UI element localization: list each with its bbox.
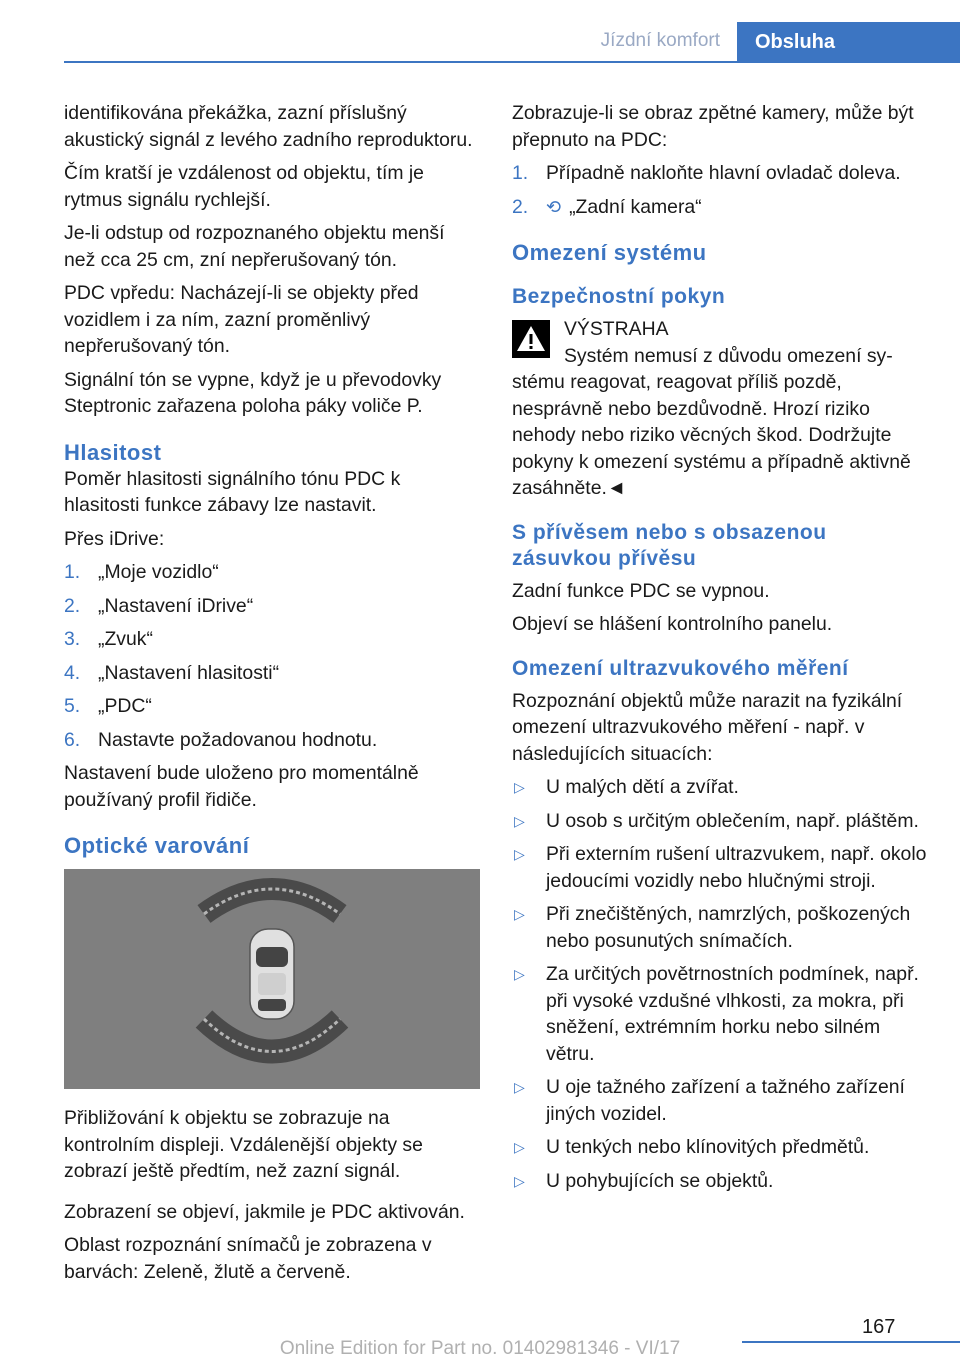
heading-system-limits: Omezení systému: [512, 240, 707, 265]
list-item: [64, 693, 478, 720]
paragraph: Signální tón se vypne, když je u převodovky Steptronic zařazena poloha páky voliče P.: [64, 368, 442, 417]
list-item: [64, 626, 478, 653]
list-item: [64, 660, 478, 687]
paragraph: Zadní funkce PDC se vypnou.: [512, 579, 770, 602]
step-number: 1.: [512, 162, 529, 184]
heading-optical: Optické varování: [64, 833, 250, 858]
paragraph: Čím kratší je vzdálenost od objektu, tím je rytmus signálu rychlejší.: [64, 162, 424, 211]
paragraph: Oblast rozpoznání snímačů je zobrazena v barvách: Zeleně, žlutě a červeně.: [64, 1234, 432, 1283]
paragraph: Poměr hlasitosti signálního tónu PDC k hlasitosti funkce zábavy lze nastavit.: [64, 467, 401, 516]
list-item: [512, 808, 932, 835]
footer-edition: Online Edition for Part no. 01402981346 - VI/17: [279, 1338, 681, 1359]
list-item: [512, 1074, 932, 1127]
list-item: [512, 961, 932, 1067]
paragraph: Objeví se hlášení kontrolního panelu.: [512, 613, 833, 635]
triangle-right-icon: ▷: [514, 906, 525, 922]
list-item: [512, 1168, 932, 1195]
right-column: [512, 100, 932, 1201]
paragraph: Je-li odstup od rozpoznaného objektu menší než cca 25 cm, zní nepřerušovaný tón.: [64, 222, 445, 271]
warning-first-line: Systém nemusí z důvodu omezení sy-: [564, 344, 893, 367]
heading-volume: Hlasitost: [64, 439, 162, 465]
step-number: 3.: [64, 628, 81, 650]
step-text: „Zadní kamera“: [569, 195, 702, 218]
step-text: „Moje vozidlo“: [98, 561, 219, 583]
bullet-text: U malých dětí a zvířat.: [546, 776, 739, 798]
limitation-list: [512, 774, 932, 1194]
list-item: [512, 841, 932, 894]
triangle-right-icon: ▷: [514, 1172, 525, 1189]
step-text: „Zvuk“: [98, 628, 153, 650]
bullet-text: U tenkých nebo klínovitých předmětů.: [546, 1136, 870, 1158]
step-number: 6.: [64, 728, 81, 751]
bullet-text: U oje tažného zařízení a tažného zařízení jiných vozidel.: [546, 1076, 905, 1125]
step-text: „PDC“: [98, 695, 152, 717]
page-header: [0, 0, 960, 62]
warning-text: stému reagovat, reagovat příliš pozdě, nesprávně nebo bezdůvodně. Hrozí riziko nehody nebo riziko věcných škod. Dodržujte pokyny k omezení systému a případně aktivně zasáhněte.◄: [512, 371, 911, 499]
triangle-right-icon: ▷: [514, 812, 525, 829]
warning-triangle-icon: [512, 320, 550, 358]
figure-caption: Přibližování k objektu se zobrazuje na kontrolním displeji. Vzdálenější objekty se zobrazí ještě předtím, než zazní signál.: [64, 1107, 423, 1182]
step-text: „Nastavení hlasitosti“: [98, 661, 280, 684]
list-item: [512, 1134, 932, 1161]
list-item: [512, 194, 932, 221]
header-tab: Obsluha: [737, 22, 960, 62]
step-text: Nastavte požadovanou hodnotu.: [98, 728, 378, 751]
heading-trailer: S přívěsem nebo s obsazenou zásuvkou přívěsu: [512, 520, 827, 570]
step-text: „Nastavení iDrive“: [98, 594, 254, 617]
list-item: [512, 774, 932, 801]
triangle-right-icon: ▷: [514, 779, 525, 795]
paragraph: identifikována překážka, zazní příslušný akustický signál z levého zadního reproduktoru.: [64, 102, 473, 151]
rear-camera-icon: ⟲: [546, 196, 562, 217]
list-item: [512, 901, 932, 954]
header-rule: [64, 61, 960, 63]
step-text: Případně nakloňte hlavní ovladač doleva.: [546, 162, 901, 184]
bullet-text: Při znečištěných, namrzlých, poškozených nebo posunutých snímačích.: [546, 903, 911, 952]
triangle-right-icon: ▷: [514, 846, 525, 862]
warning-title: VÝSTRAHA: [564, 318, 669, 340]
list-item: [64, 593, 478, 620]
bullet-text: Za určitých povětrnostních podmínek, např. při vysoké vzdušné vlhkosti, za mokra, při sněžení, extrémním horku nebo silném větru.: [546, 963, 919, 1065]
paragraph: Nastavení bude uloženo pro momentálně používaný profil řidiče.: [64, 762, 419, 811]
car-top-view: [250, 929, 294, 1019]
step-number: 4.: [64, 661, 81, 684]
step-number: 2.: [64, 594, 81, 617]
step-number: 5.: [64, 695, 81, 717]
paragraph: Přes iDrive:: [64, 527, 165, 550]
bullet-text: U pohybujících se objektů.: [546, 1169, 774, 1192]
list-item: [512, 160, 932, 187]
camera-steps: [512, 160, 932, 220]
paragraph: Rozpoznání objektů může narazit na fyzikální omezení ultrazvukového měření - např. v následujících situacích:: [512, 689, 903, 765]
list-item: [64, 559, 478, 586]
header-section: Jízdní komfort: [600, 30, 720, 51]
list-item: [64, 727, 478, 754]
heading-ultrasonic: Omezení ultrazvukového měření: [512, 656, 849, 680]
heading-safety: Bezpečnostní pokyn: [512, 285, 726, 308]
bullet-text: Při externím rušení ultrazvukem, např. okolo jedoucími vozidly nebo hlučnými stroji.: [546, 843, 927, 892]
left-column: [64, 100, 478, 1292]
triangle-right-icon: ▷: [514, 1139, 525, 1155]
paragraph: Zobrazení se objeví, jakmile je PDC aktivován.: [64, 1200, 465, 1223]
idrive-steps: [64, 559, 478, 753]
pdc-illustration: [64, 869, 480, 1089]
page-number: 167: [862, 1316, 896, 1338]
step-number: 1.: [64, 561, 81, 583]
warning-block: [512, 316, 932, 369]
paragraph: Zobrazuje-li se obraz zpětné kamery, může být přepnuto na PDC:: [512, 102, 914, 151]
triangle-right-icon: ▷: [514, 966, 525, 982]
bullet-text: U osob s určitým oblečením, např. pláštěm.: [546, 809, 919, 832]
paragraph: PDC vpředu: Nacházejí-li se objekty před vozidlem i za ním, zazní proměnlivý nepřerušovaný tón.: [64, 282, 419, 357]
triangle-right-icon: ▷: [514, 1079, 525, 1095]
step-number: 2.: [512, 195, 529, 218]
